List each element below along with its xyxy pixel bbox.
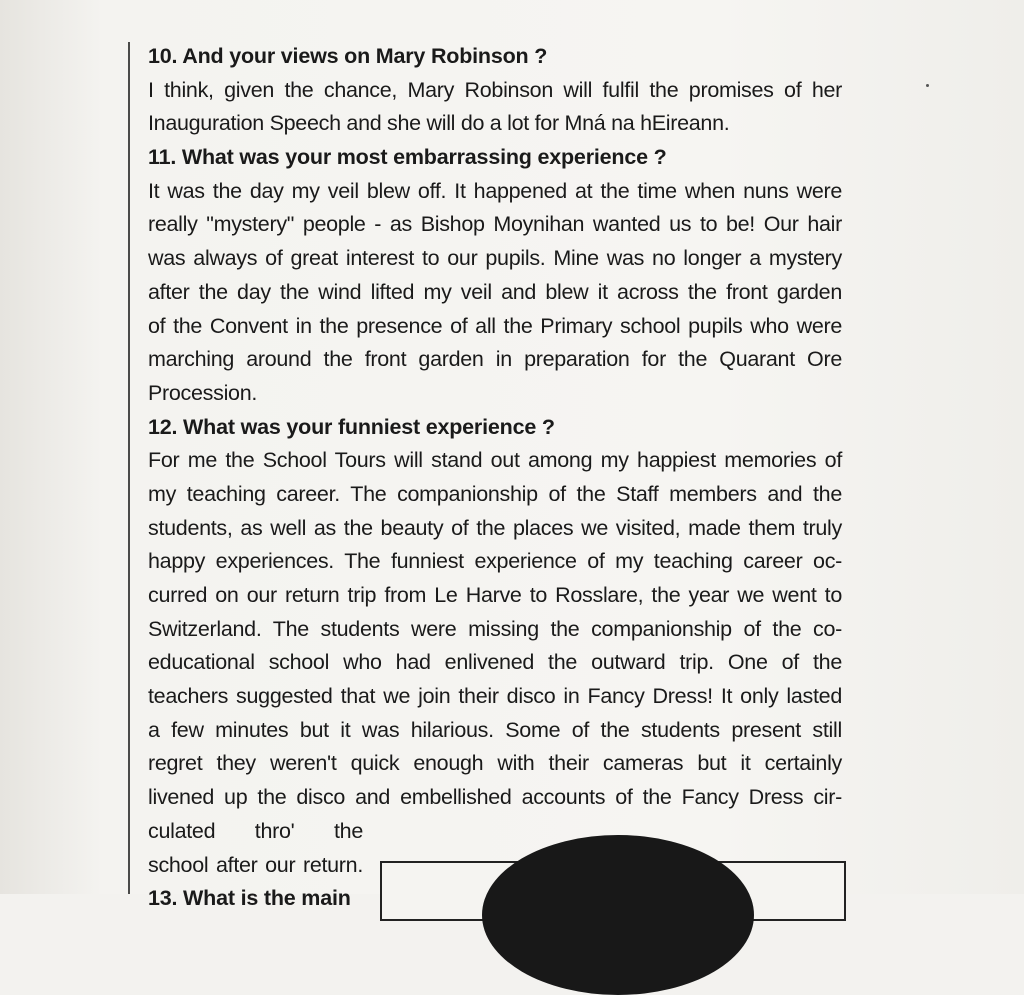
article-column xyxy=(148,40,842,911)
answer-12-line: Switzerland. The students were missing the companionship of the co- xyxy=(148,616,842,641)
answer-12-line: happy experiences. The funniest experience of my teaching career oc- xyxy=(148,549,842,574)
answer-11-line: was always of great interest to our pupils. Mine was no longer a mystery xyxy=(148,246,842,271)
answer-10-line: I think, given the chance, Mary Robinson will fulfil the promises of her xyxy=(148,77,842,102)
answer-12-line: For me the School Tours will stand out among my happiest memories of xyxy=(148,448,842,473)
answer-12-line: a few minutes but it was hilarious. Some of the students present still xyxy=(148,717,842,742)
question-10-heading: 10. And your views on Mary Robinson ? xyxy=(148,44,548,68)
column-rule xyxy=(128,42,130,894)
answer-11-line: marching around the front garden in preparation for the Quarant Ore xyxy=(148,347,842,372)
answer-11-line: Procession. xyxy=(148,380,258,405)
margin-dot xyxy=(926,84,929,87)
answer-11-line: really "mystery" people - as Bishop Moynihan wanted us to be! Our hair xyxy=(148,212,842,237)
answer-11-line: of the Convent in the presence of all the Primary school pupils who were xyxy=(148,313,842,338)
answer-11-line: after the day the wind lifted my veil and blew it across the front garden xyxy=(148,279,842,304)
answer-12-line: livened up the disco and embellished accounts of the Fancy Dress cir- xyxy=(148,785,842,810)
photo-portrait-image xyxy=(482,835,754,995)
question-11-heading: 11. What was your most embarrassing experience ? xyxy=(148,145,667,170)
answer-12-line: culated thro' the xyxy=(148,818,363,843)
answer-11-line: It was the day my veil blew off. It happened at the time when nuns were xyxy=(148,178,842,203)
answer-12-line: my teaching career. The companionship of the Staff members and the xyxy=(148,481,842,506)
answer-12-line: students, as well as the beauty of the places we visited, made them truly xyxy=(148,515,842,540)
answer-10-line: Inauguration Speech and she will do a lot for Mná na hEireann. xyxy=(148,111,730,136)
answer-12-line: teachers suggested that we join their disco in Fancy Dress! It only lasted xyxy=(148,684,842,709)
question-12-heading: 12. What was your funniest experience ? xyxy=(148,414,555,439)
answer-12-line: curred on our return trip from Le Harve to Rosslare, the year we went to xyxy=(148,583,842,607)
answer-12-line: educational school who had enlivened the outward trip. One of the xyxy=(148,650,842,675)
question-13-heading-cut: 13. What is the main xyxy=(148,886,351,911)
answer-12-line: regret they weren't quick enough with their cameras but it certainly xyxy=(148,751,842,776)
answer-12-line: school after our return. xyxy=(148,852,363,877)
